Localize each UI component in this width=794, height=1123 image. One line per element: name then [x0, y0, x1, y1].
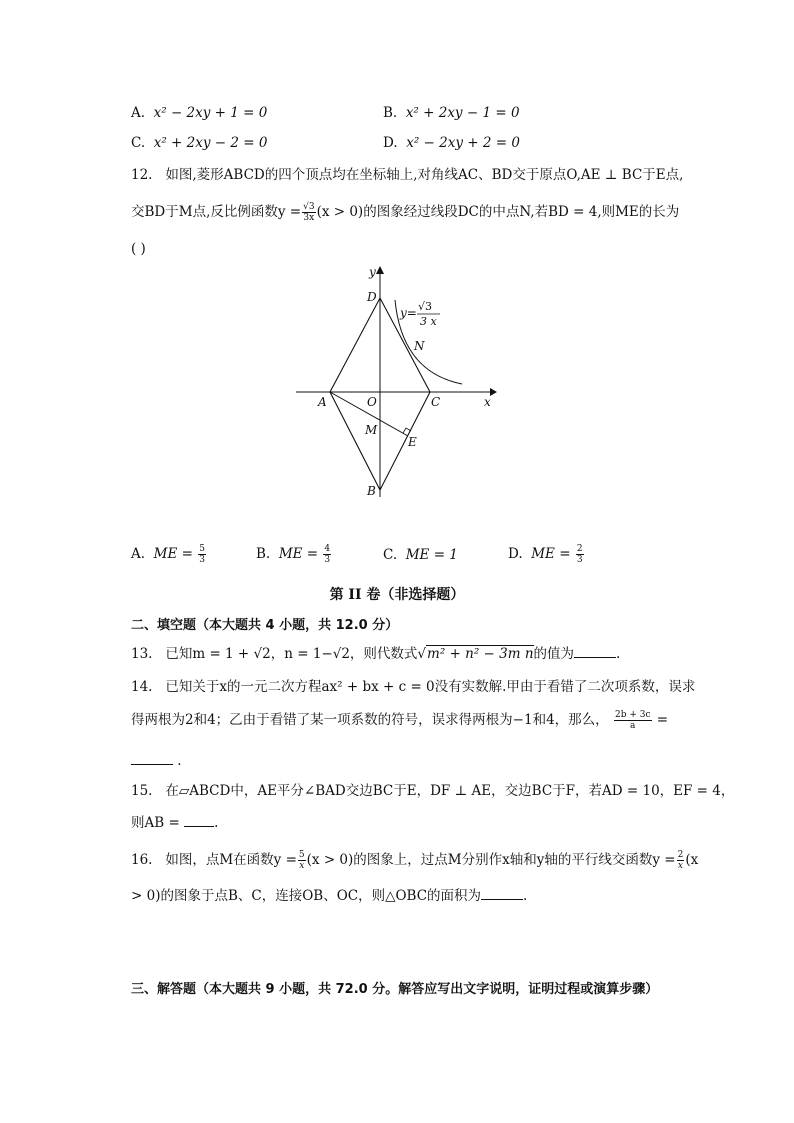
- q14-line-2: 得两根为2和4；乙由于看错了某一项系数的符号，误求得两根为−1和4，那么， $\frac{2b + 3c}{a}$ =: [131, 710, 669, 731]
- q14-fraction: $\frac{2b + 3c}{a}$: [614, 710, 651, 731]
- label-o: O: [367, 395, 377, 409]
- label-n: N: [414, 339, 425, 353]
- label-y: y: [369, 265, 376, 279]
- section2-heading: 二、填空题（本大题共 4 小题，共 12.0 分）: [131, 618, 399, 633]
- curve-label-den: 3 x: [420, 315, 437, 328]
- q12-option-d: D. ME = $\frac{2}{3}$: [508, 544, 583, 565]
- label-c: C: [431, 395, 441, 409]
- label-e: E: [408, 435, 417, 449]
- part2-title: 第 II 卷（非选择题）: [329, 587, 465, 603]
- q11-option-b: B. x² + 2xy − 1 = 0: [383, 105, 520, 121]
- q15-answer-blank[interactable]: [184, 814, 214, 827]
- q11-option-a: A. x² − 2xy + 1 = 0: [131, 105, 268, 121]
- q12-answer-paren: ( ): [131, 241, 146, 257]
- curve-label-num: √3: [418, 300, 433, 313]
- q12-option-c: C. ME = 1: [383, 547, 458, 563]
- q12-line-1: 12. 如图,菱形ABCD的四个顶点均在坐标轴上,对角线AC、BD交于原点O,AE ⊥ BC于E点,: [131, 167, 684, 183]
- q13-answer-blank[interactable]: [574, 645, 616, 658]
- q12-function-fraction: $\frac{√3}{3x}$: [303, 202, 315, 223]
- label-x: x: [484, 395, 491, 409]
- curve-label-prefix: y=: [400, 306, 417, 320]
- q15-line-1: 15. 在▱ABCD中，AE平分∠BAD交边BC于E，DF ⊥ AE，交边BC于F，若AD = 10，EF = 4，: [131, 783, 735, 799]
- q14-answer-blank[interactable]: [131, 752, 173, 765]
- q12-line-2: 交BD于M点,反比例函数y = $\frac{√3}{3x}$ (x > 0)的图象经过线段DC的中点N,若BD = 4,则ME的长为: [131, 202, 680, 223]
- label-m: M: [365, 423, 378, 437]
- q15-line-2: 则AB = .: [131, 815, 219, 831]
- y-axis-arrow: [376, 266, 384, 274]
- section3-heading: 三、解答题（本大题共 9 小题，共 72.0 分。解答应写出文字说明，证明过程或演算步骤）: [131, 982, 659, 997]
- q16-line-2: > 0)的图象于点B、C，连接OB、OC，则△OBC的面积为 .: [131, 888, 528, 904]
- q13: 13. 已知m = 1 + √2，n = 1−√2，则代数式√m² + n² − 3m n的值为 .: [131, 646, 621, 662]
- q12-option-b: B. ME = $\frac{4}{3}$: [256, 544, 331, 565]
- q11-option-c: C. x² + 2xy − 2 = 0: [131, 135, 268, 151]
- q14-line-1: 14. 已知关于x的一元二次方程ax² + bx + c = 0没有实数解.甲由于看错了二次项系数，误求: [131, 679, 696, 695]
- q12-rhombus-figure: [290, 262, 500, 502]
- q16-line-1: 16. 如图，点M在函数y = $\frac{5}{x}$ (x > 0)的图象上，过点M分别作x轴和y轴的平行线交函数y = $\frac{2}{x}$ (x: [131, 850, 699, 871]
- x-axis-arrow: [490, 388, 497, 396]
- q11-option-d: D. x² − 2xy + 2 = 0: [383, 135, 520, 151]
- label-a: A: [318, 395, 327, 409]
- q14-line-3: .: [131, 752, 182, 770]
- label-d: D: [367, 290, 377, 304]
- label-b: B: [367, 484, 376, 498]
- q16-answer-blank[interactable]: [481, 887, 523, 900]
- q12-option-a: A. ME = $\frac{5}{3}$: [131, 544, 205, 565]
